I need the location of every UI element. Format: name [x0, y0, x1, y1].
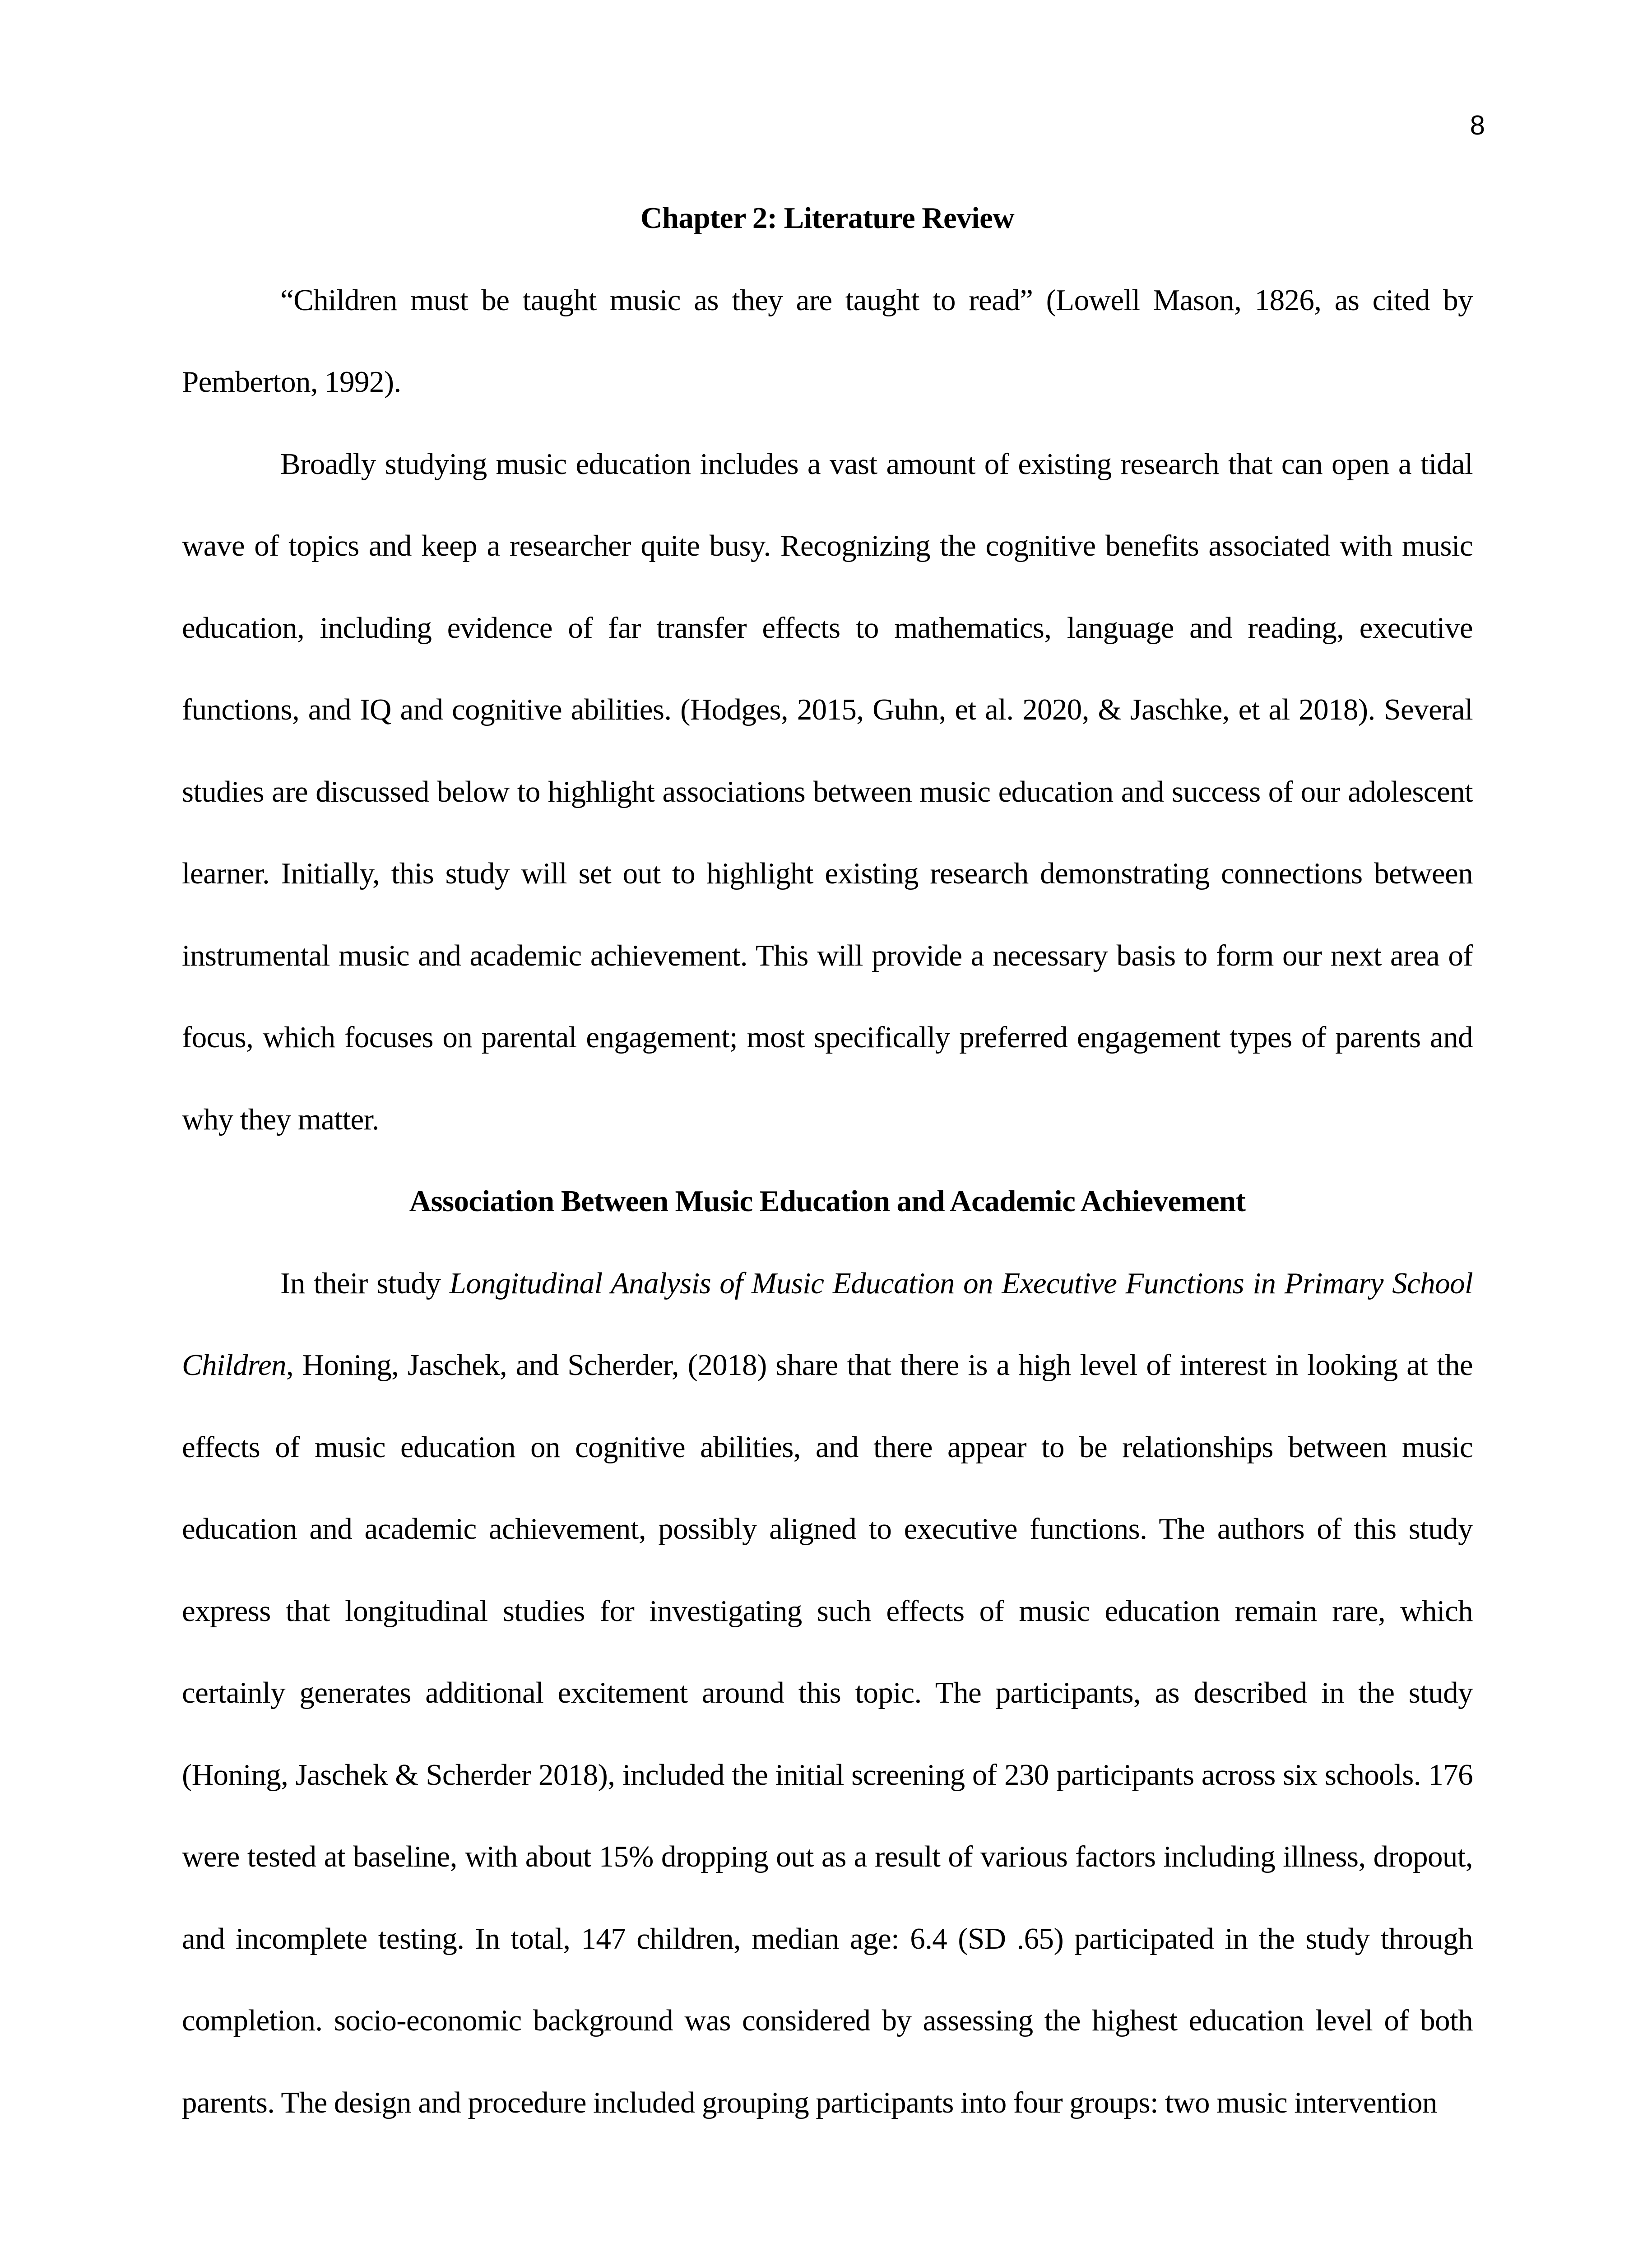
body-text [182, 177, 1473, 2144]
paragraph-intro: Broadly studying music education includes a vast amount of existing research that can open a tidal wave of topics and keep a researcher quite busy. Recognizing the cognitive benefits associated with music education, including evidence of far transfer effects to mathematics, language and reading, executive functions, and IQ and cognitive abilities. (Hodges, 2015, Guhn, et al. 2020, & Jaschke, et al 2018). Several studies are discussed below to highlight associations between music education and success of our adolescent learner. Initially, this study will set out to highlight existing research demonstrating connections between instrumental music and academic achievement. This will provide a necessary basis to form our next area of focus, which focuses on parental engagement; most specifically preferred engagement types of parents and why they matter. [182, 447, 1473, 1136]
paragraph-study [182, 1243, 1473, 2144]
paragraph-study-body: , Honing, Jaschek, and Scherder, (2018) share that there is a high level of interest in looking at the effects of music education on cognitive abilities, and there appear to be relationships between music education and academic achievement, possibly aligned to executive functions. The authors of this study express that longitudinal studies for investigating such effects of music education remain rare, which certainly generates additional excitement around this topic. The participants, as described in the study (Honing, Jaschek & Scherder 2018), included the initial screening of 230 participants across six schools. 176 were tested at baseline, with about 15% dropping out as a result of various factors including illness, dropout, and incomplete testing. In total, 147 children, median age: 6.4 (SD .65) participated in the study through completion. socio-economic background was considered by assessing the highest education level of both parents. The design and procedure included grouping participants into four groups: two music intervention [182, 1348, 1473, 2119]
page-number: 8 [1470, 110, 1485, 140]
paragraph-study-lead: In their study [280, 1266, 450, 1300]
section-heading: Association Between Music Education and Academic Achievement [409, 1184, 1246, 1218]
epigraph-citation: (Lowell Mason, 1826, as cited by Pemberton, 1992). [182, 283, 1473, 399]
epigraph-quote: “Children must be taught music as they are taught to read” [280, 283, 1033, 317]
chapter-heading: Chapter 2: Literature Review [640, 201, 1015, 235]
study-title: Longitudinal Analysis of Music Education on Executive Functions in Primary School Children [182, 1266, 1473, 1382]
epigraph [182, 260, 1473, 423]
